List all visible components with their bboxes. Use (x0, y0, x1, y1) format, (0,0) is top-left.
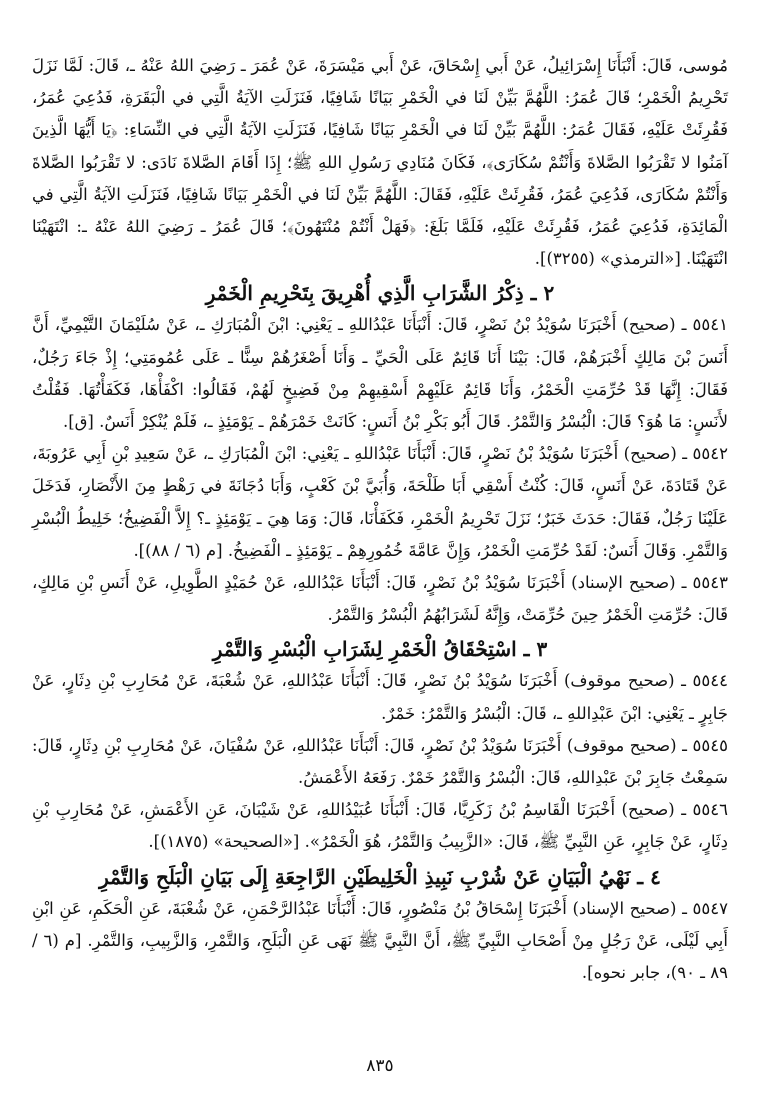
hadith-paragraph (32, 438, 728, 567)
hadith-grade: (صحيح موقوف) (566, 735, 677, 755)
hadith-number: ٥٥٤٣ ـ (681, 573, 728, 593)
hadith-number: ٥٥٤١ ـ (681, 315, 728, 335)
hadith-text: أَخْبَرَنَا سُوَيْدُ بْنُ نَصْرٍ، قَالَ: أَنْبَأَنَا عَبْدُاللهِ ـ يَعْنِي: ابْنَ الْمُبَارَكِ ـ، عَنْ سُلَيْمَانَ التَّيْمِيِّ، أَنَّ أَنَسَ بْنَ مَالِكٍ أَخْبَرَهُمْ، قَالَ: بَيْنَا أَنَا قَائِمٌ عَلَى الْحَيِّ ـ وَأَنَا أَصْغَرُهُمْ سِنًّا ـ عَلَى عُمُومَتِي؛ إِذْ جَاءَ رَجُلٌ، فَقَالَ: إِنَّهَا قَدْ حُرِّمَتِ الْخَمْرُ، وَأَنَا قَائِمٌ عَلَيْهِمْ أَسْقِيهِمْ مِنْ فَضِيخٍ لَهُمْ، فَقَالُوا: اكْفَأْهَا، فَكَفَأْتُهَا. فَقُلْتُ لأَنَسٍ: مَا هُوَ؟ قَالَ: الْبُسْرُ وَالتَّمْرُ. قَالَ أَبُو بَكْرِ بْنُ أَنَسٍ: كَانَتْ خَمْرَهُمْ ـ يَوْمَئِذٍ ـ، فَلَمْ يُنْكِرْ أَنَسٌ. [ق]. (32, 315, 728, 432)
hadith-paragraph (32, 794, 728, 858)
hadith-text: أَخْبَرَنَا إِسْحَاقُ بْنُ مَنْصُورٍ، قَالَ: أَنْبَأَنَا عَبْدُالرَّحْمَنِ، عَنْ شُعْبَةَ، عَنِ الْحَكَمِ، عَنِ ابْنِ أَبِي لَيْلَى، عَنْ رَجُلٍ مِنْ أَصْحَابِ النَّبِيِّ ﷺ، أَنَّ النَّبِيَّ ﷺ نَهَى عَنِ الْبَلَحِ، وَالتَّمْرِ، وَالزَّبِيبِ، وَالتَّمْرِ. [م (٦ / ٨٩ ـ ٩٠)، جابر نحوه]. (32, 898, 728, 983)
hadith-number: ٥٥٤٢ ـ (682, 444, 728, 464)
hadith-grade: (صحيح الإسناد) (572, 898, 677, 918)
hadith-grade: (صحيح) (622, 315, 676, 335)
hadith-paragraph (32, 893, 728, 990)
hadith-grade: (صحيح موقوف) (563, 671, 675, 691)
hadith-text: أَخْبَرَنَا سُوَيْدُ بْنُ نَصْرٍ، قَالَ: أَنْبَأَنَا عَبْدُاللهِ، عَنْ شُعْبَةَ، عَنْ مُحَارِبِ بْنِ دِثَارٍ، عَنْ جَابِرٍ ـ يَعْنِي: ابْنَ عَبْدِاللهِ ـ، قَالَ: الْبُسْرُ وَالتَّمْرُ: خَمْرٌ. (32, 671, 728, 723)
intro-paragraph: مُوسى، قَالَ: أَنْبَأَنَا إِسْرَائِيلُ، عَنْ أَبي إِسْحَاقَ، عَنْ أَبي مَيْسَرَةَ، عَنْ عُمَرَ ـ رَضِيَ اللهُ عَنْهُ ـ، قَالَ: لَمَّا نَزَلَ تَحْرِيمُ الْخَمْرِ؛ قَالَ عُمَرُ: اللَّهُمَّ بَيِّنْ لَنَا في الْخَمْرِ بَيَانًا شَافِيًا، فَنَزَلَتِ الآيَةُ الَّتِي في الْبَقَرَةِ، فَدُعِيَ عُمَرُ، فَقُرِئَتْ عَلَيْهِ، فَقَالَ عُمَرُ: اللَّهُمَّ بَيِّنْ لَنَا في الْخَمْرِ بَيَانًا شَافِيًا، فَنَزَلَتِ الآيَةُ الَّتِي في النِّسَاءِ: ﴿يَا أَيُّهَا الَّذِينَ آمَنُوا لا تَقْرَبُوا الصَّلاةَ وَأَنْتُمْ سُكَارَى﴾، فَكَانَ مُنَادِي رَسُولِ اللهِ ﷺ؛ إِذَا أَقَامَ الصَّلاةَ نَادَى: لا تَقْرَبُوا الصَّلاةَ وَأَنْتُمْ سُكَارَى، فَدُعِيَ عُمَرُ، فَقُرِئَتْ عَلَيْهِ، فَقَالَ: اللَّهُمَّ بَيِّنْ لَنَا في الْخَمْرِ بَيَانًا شَافِيًا، فَنَزَلَتِ الآيَةُ الَّتِي في الْمَائِدَةِ، فَدُعِيَ عُمَرُ، فَقُرِئَتْ عَلَيْهِ، فَلَمَّا بَلَغَ: ﴿فَهَلْ أَنْتُمْ مُنْتَهُونَ﴾؛ قَالَ عُمَرُ ـ رَضِيَ اللهُ عَنْهُ ـ: انْتَهَيْنَا انْتَهَيْنَا. [«الترمذي» (٣٢٥٥)]. (32, 56, 728, 269)
section-heading: ٤ ـ نَهْيُ الْبَيَانِ عَنْ شُرْبِ نَبِيذِ الْخَلِيطَيْنِ الرَّاجِعَةِ إِلَى بَيَانِ الْبَلَحِ وَالتَّمْرِ (99, 864, 661, 889)
hadith-number: ٥٥٤٧ ـ (682, 898, 728, 918)
hadith-paragraph (32, 309, 728, 438)
hadith-paragraph (32, 665, 728, 729)
hadith-grade: (صحيح) (623, 444, 677, 464)
hadith-number: ٥٥٤٤ ـ (681, 671, 728, 691)
section-heading: ٣ ـ اسْتِحْقَاقُ الْخَمْرِ لِشَرَابِ الْبُسْرِ وَالتَّمْرِ (212, 637, 548, 662)
hadith-text: أَخْبَرَنَا سُوَيْدُ بْنُ نَصْرٍ، قَالَ: أَنْبَأَنَا عَبْدُاللهِ ـ يَعْنِي: ابْنَ الْمُبَارَكِ ـ، عَنْ سَعِيدِ بْنِ أَبِي عَرُوبَةَ، عَنْ قَتَادَةَ، عَنْ أَنَسٍ، قَالَ: كُنْتُ أَسْقِي أَبَا طَلْحَةَ، وَأُبَيَّ بْنَ كَعْبٍ، وَأَبَا دُجَانَةَ في رَهْطٍ مِنَ الأَنْصَارِ، فَدَخَلَ عَلَيْنَا رَجُلٌ، فَقَالَ: حَدَثَ خَبَرٌ؛ نَزَلَ تَحْرِيمُ الْخَمْرِ، فَكَفَأْنَا، قَالَ: وَمَا هِيَ ـ يَوْمَئِذٍ ـ؟ إِلاَّ الْفَضِيخُ؛ خَلِيطُ الْبُسْرِ وَالتَّمْرِ. وَقَالَ أَنَسٌ: لَقَدْ حُرِّمَتِ الْخَمْرُ، وَإِنَّ عَامَّةَ خُمُورِهِمْ ـ يَوْمَئِذٍ ـ الْفَضِيخُ. [م (٦ / ٨٨)]. (32, 444, 728, 560)
hadith-paragraph (32, 567, 728, 631)
page-number: ٨٣٥ (366, 1056, 394, 1076)
hadith-text: أَخْبَرَنَا سُوَيْدُ بْنُ نَصْرٍ، قَالَ: أَنْبَأَنَا عَبْدُاللهِ، عَنْ سُفْيَانَ، عَنْ مُحَارِبِ بْنِ دِثَارٍ، قَالَ: سَمِعْتُ جَابِرَ بْنَ عَبْدِاللهِ، قَالَ: الْبُسْرُ وَالتَّمْرُ خَمْرٌ. رَفَعَهُ الأَعْمَشُ. (32, 735, 728, 788)
section-heading: ٢ ـ ذِكْرُ الشَّرَابِ الَّذِي أُهْرِيقَ بِتَحْرِيمِ الْخَمْرِ (205, 281, 555, 306)
hadith-text: أَخْبَرَنَا الْقَاسِمُ بْنُ زَكَرِيَّا، قَالَ: أَنْبَأَنَا عُبَيْدُاللهِ، عَنْ شَيْبَانَ، عَنِ الأَعْمَشِ، عَنْ مُحَارِبِ بْنِ دِثَارٍ، عَنْ جَابِرٍ، عَنِ النَّبِيِّ ﷺ، قَالَ: «الزَّبِيبُ وَالتَّمْرُ، هُوَ الْخَمْرُ». [«الصحيحة» (١٨٧٥)]. (32, 800, 728, 852)
hadith-text: أَخْبَرَنَا سُوَيْدُ بْنُ نَصْرٍ، قَالَ: أَنْبَأَنَا عَبْدُاللهِ، عَنْ حُمَيْدٍ الطَّوِيلِ، عَنْ أَنَسِ بْنِ مَالِكٍ، قَالَ: حُرِّمَتِ الْخَمْرُ حِينَ حُرِّمَتْ، وَإِنَّهُ لَشَرَابُهُمُ الْبُسْرُ وَالتَّمْرُ. (32, 573, 728, 625)
hadith-grade: (صحيح الإسناد) (571, 573, 676, 593)
hadith-grade: (صحيح) (621, 800, 675, 820)
hadith-number: ٥٥٤٦ ـ (681, 800, 728, 820)
hadith-paragraph (32, 730, 728, 794)
hadith-number: ٥٥٤٥ ـ (682, 735, 728, 755)
